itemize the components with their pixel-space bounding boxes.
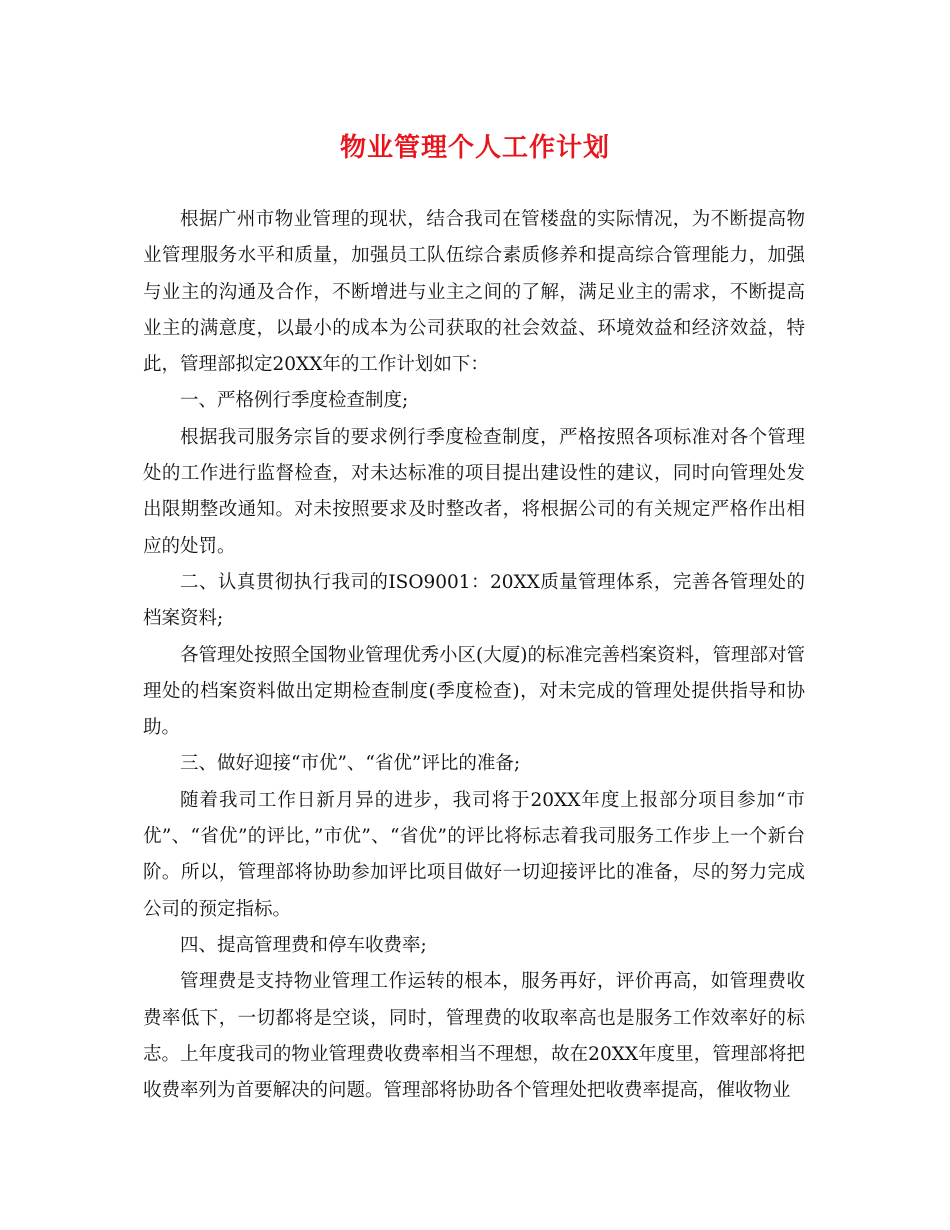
- document-body: [143, 202, 805, 1109]
- page-title: 物业管理个人工作计划: [339, 133, 610, 163]
- section-paragraph-4: 管理费是支持物业管理工作运转的根本，服务再好，评价再高，如管理费收费率低下，一切都将是空谈，同时，管理费的收取率高也是服务工作效率好的标志。上年度我司的物业管理费收费率相当不理想，故在20XX年度里，管理部将把收费率列为首要解决的问题。管理部将协助各个管理处把收费率提高，催收物业: [143, 971, 805, 1102]
- section-heading-1: 一、严格例行季度检查制度;: [180, 390, 409, 412]
- section-heading-2: 二、认真贯彻执行我司的ISO9001：20XX质量管理体系，完善各管理处的档案资料;: [143, 571, 805, 630]
- section-paragraph-3: 随着我司工作日新月异的进步，我司将于20XX年度上报部分项目参加“市优”、“省优”的评比，”市优”、“省优”的评比将标志着我司服务工作步上一个新台阶。所以，管理部将协助参加评比项目做好一切迎接评比的准备，尽的努力完成公司的预定指标。: [143, 789, 805, 920]
- section-heading-3: 三、做好迎接“市优”、“省优”评比的准备;: [180, 753, 521, 775]
- section-paragraph-1: 根据我司服务宗旨的要求例行季度检查制度，严格按照各项标准对各个管理处的工作进行监督检查，对未达标准的项目提出建设性的建议，同时向管理处发出限期整改通知。对未按照要求及时整改者，将根据公司的有关规定严格作出相应的处罚。: [143, 426, 805, 557]
- section-heading-4: 四、提高管理费和停车收费率;: [180, 934, 427, 956]
- intro-paragraph: 根据广州市物业管理的现状，结合我司在管楼盘的实际情况，为不断提高物业管理服务水平和质量，加强员工队伍综合素质修养和提高综合管理能力，加强与业主的沟通及合作，不断增进与业主之间的了解，满足业主的需求，不断提高业主的满意度，以最小的成本为公司获取的社会效益、环境效益和经济效益，特此，管理部拟定20XX年的工作计划如下：: [143, 209, 805, 376]
- section-paragraph-2: 各管理处按照全国物业管理优秀小区(大厦)的标准完善档案资料，管理部对管理处的档案资料做出定期检查制度(季度检查)，对未完成的管理处提供指导和协助。: [143, 644, 805, 739]
